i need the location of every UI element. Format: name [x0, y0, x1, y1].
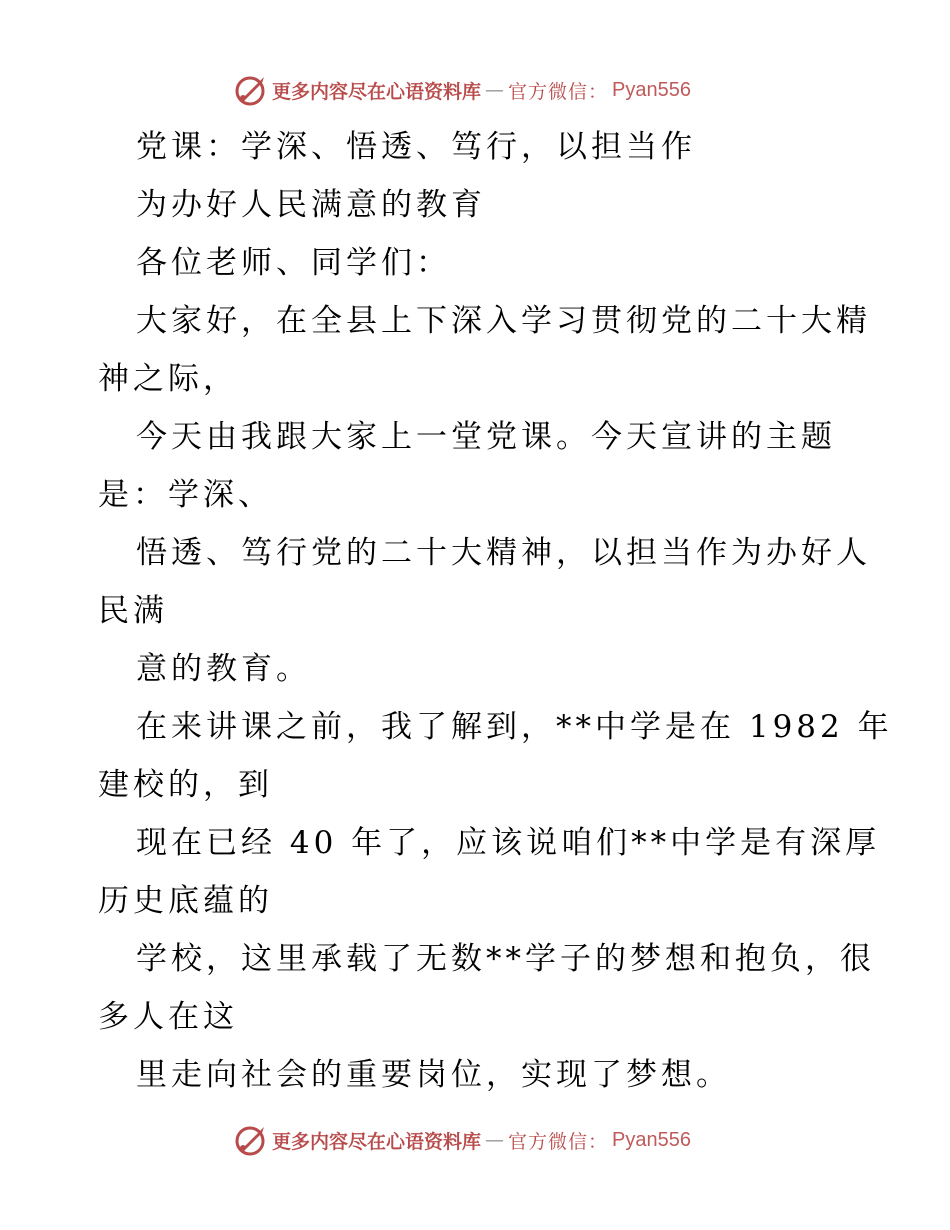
- text-line: 是：学深、: [98, 477, 273, 513]
- watermark-main-text: 更多内容尽在心语资料库: [272, 1130, 482, 1153]
- watermark-contact-label: 官方微信：: [508, 80, 609, 103]
- header-watermark: [234, 72, 691, 108]
- text-line: 多人在这: [98, 999, 238, 1035]
- text-line: 神之际，: [98, 361, 238, 397]
- watermark-contact-label: 官方微信：: [508, 1130, 609, 1153]
- text-line: 里走向社会的重要岗位，实现了梦想。: [136, 1057, 731, 1093]
- text-line: 历史底蕴的: [98, 883, 273, 919]
- text-line: 今天由我跟大家上一堂党课。今天宣讲的主题: [136, 419, 836, 455]
- text-line: 各位老师、同学们：: [136, 245, 451, 281]
- text-line: 学校，这里承载了无数**学子的梦想和抱负，很: [136, 941, 875, 977]
- watermark-dash: —: [485, 79, 505, 101]
- text-line: 意的教育。: [136, 651, 311, 687]
- text-line: 在来讲课之前，我了解到，**中学是在 1982 年: [136, 709, 893, 745]
- text-line: 大家好，在全县上下深入学习贯彻党的二十大精: [136, 303, 871, 339]
- text-line: 悟透、笃行党的二十大精神，以担当作为办好人: [136, 535, 871, 571]
- quill-ink-icon: [234, 73, 268, 107]
- footer-watermark: [234, 1122, 691, 1158]
- watermark-contact-id: Pyan556: [612, 1128, 691, 1151]
- watermark-contact-id: Pyan556: [612, 78, 691, 101]
- text-line: 为办好人民满意的教育: [136, 187, 486, 223]
- watermark-dash: —: [485, 1129, 505, 1151]
- text-line: 现在已经 40 年了，应该说咱们**中学是有深厚: [136, 825, 881, 861]
- document-body: [98, 118, 893, 1104]
- text-line: 建校的，到: [98, 767, 273, 803]
- watermark-main-text: 更多内容尽在心语资料库: [272, 80, 482, 103]
- text-line: 民满: [98, 593, 168, 629]
- quill-ink-icon: [234, 1123, 268, 1157]
- text-line: 党课：学深、悟透、笃行，以担当作: [136, 129, 696, 165]
